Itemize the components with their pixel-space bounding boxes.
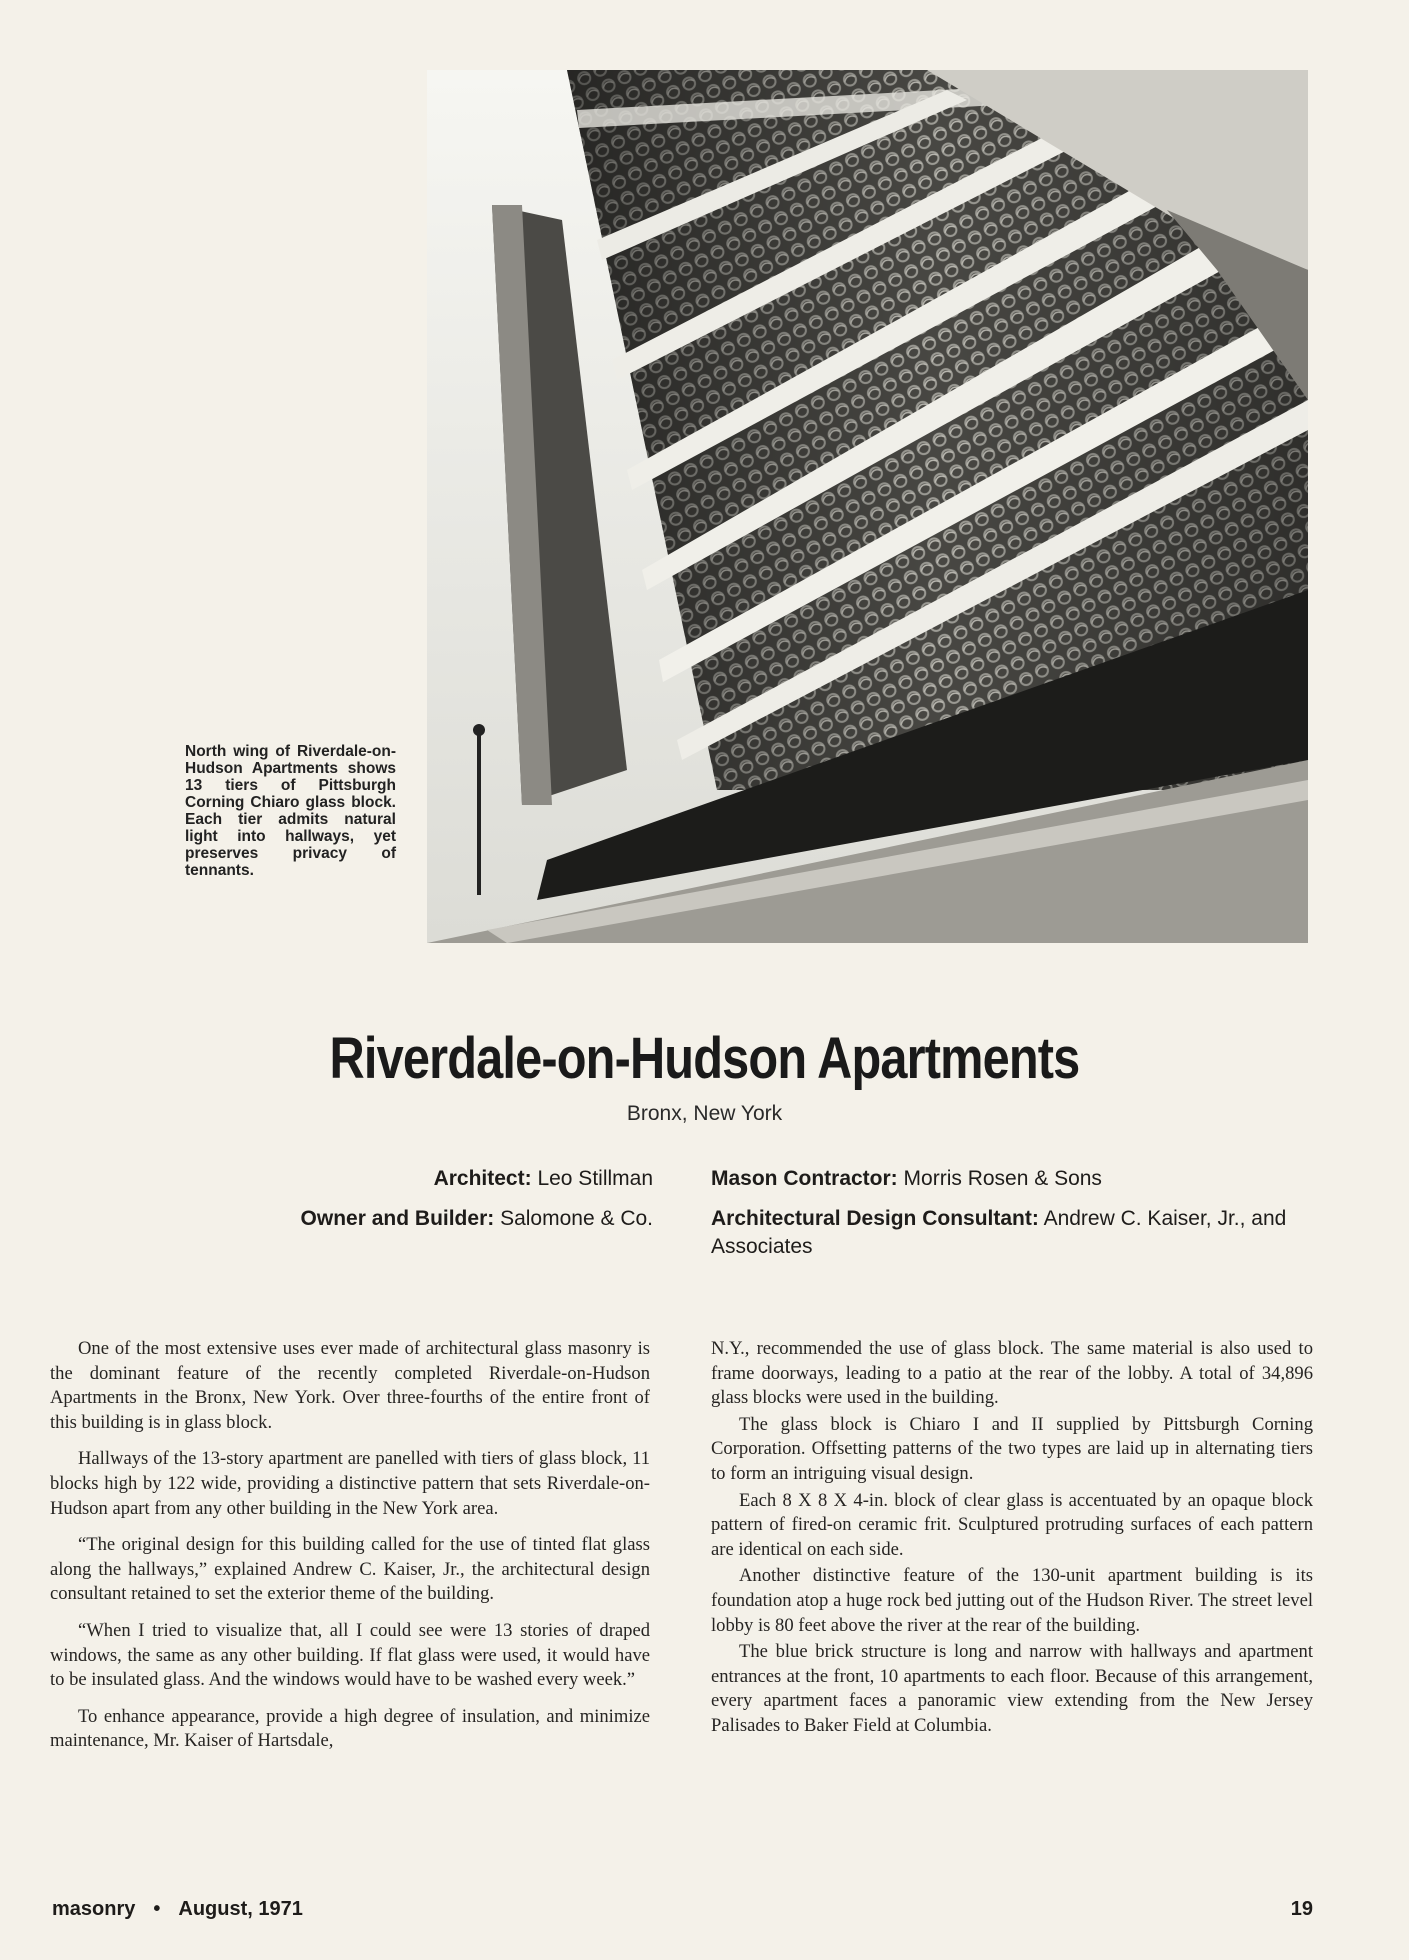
paragraph: To enhance appearance, provide a high degree of insulation, and minimize maintenance, Mr. Kaiser of Hartsdale,	[50, 1705, 650, 1752]
credit-architect-label: Architect:	[433, 1167, 532, 1190]
credits-left	[183, 1165, 653, 1245]
article-title: Riverdale-on-Hudson Apartments	[329, 1026, 1080, 1091]
photo-caption: North wing of Riverdale-on-Hudson Apartments shows 13 tiers of Pittsburgh Corning Chiaro glass block. Each tier admits natural light into hallways, yet preserves privacy of tennants.	[185, 743, 396, 879]
credits-right	[711, 1165, 1311, 1273]
credit-mason	[711, 1165, 1311, 1193]
footer-publication-line	[52, 1898, 303, 1921]
paragraph: Another distinctive feature of the 130-unit apartment building is its foundation atop a huge rock bed jutting out of the Hudson River. The street level lobby is 80 feet above the river at the rear of the building.	[711, 1565, 1313, 1636]
credit-consultant	[711, 1205, 1311, 1261]
page-number: 19	[1290, 1898, 1313, 1920]
article-location: Bronx, New York	[626, 1102, 783, 1125]
credit-mason-value: Morris Rosen & Sons	[903, 1167, 1102, 1190]
paragraph: Hallways of the 13-story apartment are panelled with tiers of glass block, 11 blocks high by 122 wide, providing a distinctive pattern that sets Riverdale-on-Hudson apart from any other building in the New York area.	[50, 1448, 650, 1519]
building-photo	[427, 70, 1308, 943]
body-column-right	[711, 1337, 1313, 1741]
credit-owner-label: Owner and Builder:	[300, 1207, 495, 1230]
credit-owner	[183, 1205, 653, 1233]
footer-bullet: •	[153, 1898, 161, 1920]
credit-consultant-value: Andrew C. Kaiser, Jr., and Associates	[711, 1207, 1287, 1258]
body-column-left	[50, 1337, 650, 1766]
paragraph: Each 8 X 8 X 4-in. block of clear glass is accentuated by an opaque block pattern of fired-on ceramic frit. Sculptured protruding surfaces of each pattern are identical on each side.	[711, 1489, 1313, 1560]
paragraph: “When I tried to visualize that, all I could see were 13 stories of draped windows, the same as any other building. If flat glass were used, it would have to be insulated glass. And the windows would have to be washed every week.”	[50, 1619, 650, 1691]
paragraph: The blue brick structure is long and narrow with hallways and apartment entrances at the front, 10 apartments to each floor. Because of this arrangement, every apartment faces a panoramic view extending from the New Jersey Palisades to Baker Field at Columbia.	[711, 1641, 1313, 1736]
footer-date: August, 1971	[178, 1898, 303, 1920]
credit-architect-value: Leo Stillman	[537, 1167, 653, 1190]
credit-architect	[183, 1165, 653, 1193]
paragraph: The glass block is Chiaro I and II supplied by Pittsburgh Corning Corporation. Offsetting patterns of the two types are laid up in alternating tiers to form an intriguing visual design.	[711, 1413, 1313, 1484]
credit-mason-label: Mason Contractor:	[711, 1167, 898, 1190]
paragraph: One of the most extensive uses ever made of architectural glass masonry is the dominant feature of the recently completed Riverdale-on-Hudson Apartments in the Bronx, New York. Over three-fourths of the entire front of this building is in glass block.	[50, 1338, 650, 1433]
credit-owner-value: Salomone & Co.	[500, 1207, 653, 1230]
paragraph: N.Y., recommended the use of glass block. The same material is also used to frame doorways, leading to a patio at the rear of the lobby. A total of 34,896 glass blocks were used in the building.	[711, 1338, 1313, 1409]
footer-publication: masonry	[52, 1898, 136, 1920]
building-photo-image	[427, 70, 1308, 943]
paragraph: “The original design for this building called for the use of tinted flat glass along the hallways,” explained Andrew C. Kaiser, Jr., the architectural design consultant retained to set the exterior theme of the building.	[50, 1534, 650, 1605]
credit-consultant-label: Architectural Design Consultant:	[711, 1207, 1039, 1230]
